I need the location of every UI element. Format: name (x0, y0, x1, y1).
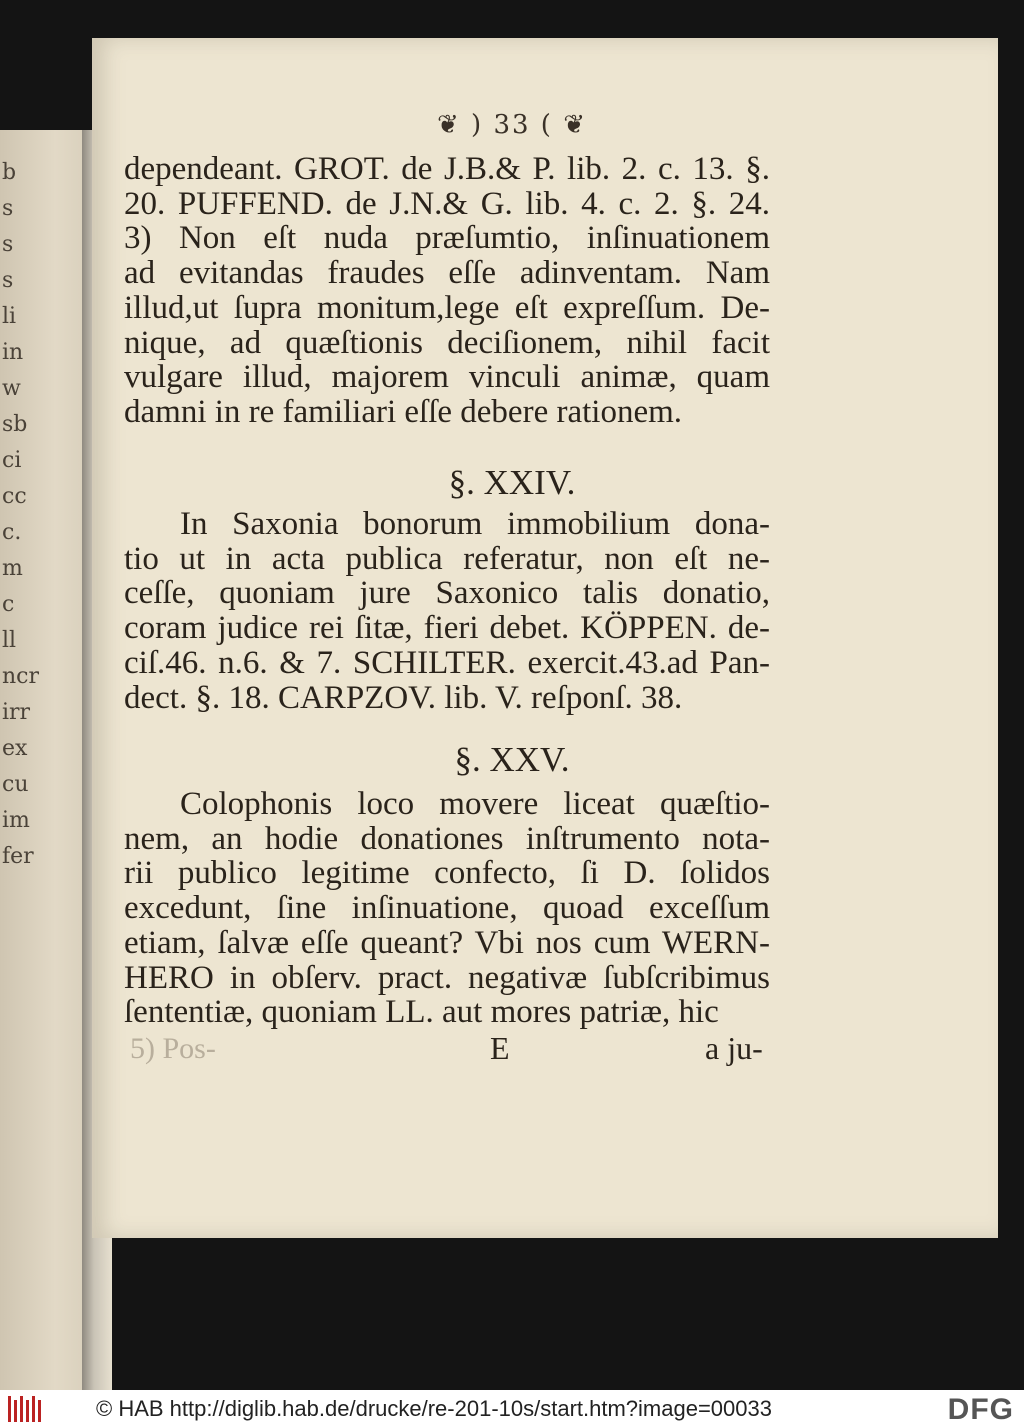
text-line: In Saxonia bonorum immobilium dona- (180, 506, 770, 542)
page-header: ❦ ) 33 ( ❦ (437, 110, 587, 140)
facing-page-fragment: irr (2, 700, 31, 725)
section-heading-xxiv: §. XXIV. (448, 463, 576, 502)
facing-page-fragment: c. (2, 520, 22, 545)
facing-page-fragment: m (2, 556, 23, 581)
facing-page-fragment: in (2, 340, 24, 365)
text-line: illud,ut ſupra monitum,lege eſt expreſſum. De- (124, 289, 770, 326)
signature-mark: E (490, 1030, 510, 1066)
facing-page-fragment: w (2, 376, 21, 401)
text-line: nique, ad quæſtionis deciſionem, nihil facit (124, 324, 770, 361)
text-line: excedunt, ſine inſinuatione, quoad exceſſum (124, 890, 770, 927)
credit-link[interactable]: © HAB http://diglib.hab.de/drucke/re-201-10s/start.htm?image=00033 (96, 1396, 772, 1421)
text-line: etiam, ſalvæ eſſe queant? Vbi nos cum WERN- (124, 924, 770, 961)
facing-page-fragment: ncr (2, 664, 40, 689)
facing-page-fragment: s (2, 268, 14, 293)
text-line: nem, an hodie donationes inſtrumento nota- (124, 820, 770, 857)
facing-page-fragment: cc (2, 484, 27, 509)
show-through-text: 5) Pos- (130, 1032, 216, 1065)
text-line: rii publico legitime confecto, ſi D. ſolidos (124, 855, 770, 892)
text-line: HERO in obſerv. pract. negativæ ſubſcribimus (124, 959, 770, 996)
facing-page-fragment: ex (2, 736, 28, 761)
facing-page-fragment: fer (2, 844, 34, 869)
facing-page-fragment: s (2, 196, 14, 221)
catchword: a ju- (705, 1030, 763, 1066)
facing-page-fragment: c (2, 592, 15, 617)
text-line: ad evitandas fraudes eſſe adinventam. Nam (124, 255, 770, 292)
text-line: dect. §. 18. CARPZOV. lib. V. reſponſ. 38. (124, 679, 683, 716)
facing-page-fragment: s (2, 232, 14, 257)
facing-page-fragment: ci (2, 448, 22, 473)
facing-page-fragment: b (2, 160, 17, 185)
facing-page-fragment: cu (2, 772, 29, 797)
text-line: tio ut in acta publica referatur, non eſt ne- (124, 540, 770, 577)
text-line: coram judice rei ſitæ, fieri debet. KÖPPEN. de- (124, 610, 770, 647)
text-line: 3) Non eſt nuda præſumtio, inſinuationem (124, 220, 770, 257)
text-line: 20. PUFFEND. de J.N.& G. lib. 4. c. 2. §. 24. (124, 185, 770, 222)
text-line: ciſ.46. n.6. & 7. SCHILTER. exercit.43.ad Pan- (124, 644, 770, 681)
text-line: damni in re familiari eſſe debere rationem. (124, 393, 683, 430)
facing-page-fragment: ll (2, 628, 17, 653)
text-line: Colophonis loco movere liceat quæſtio- (180, 786, 770, 822)
text-line: vulgare illud, majorem vinculi animæ, quam (124, 359, 770, 396)
facing-page-fragment: im (2, 808, 30, 833)
section-heading-xxv: §. XXV. (454, 740, 570, 779)
text-line: ceſſe, quoniam jure Saxonico talis donatio, (124, 575, 770, 612)
credit-bar (0, 1390, 1024, 1428)
facing-page-fragment: sb (2, 412, 28, 437)
facing-page-fragment: li (2, 304, 17, 329)
dfg-logo: DFG (947, 1393, 1014, 1426)
library-logo-icon (8, 1396, 46, 1422)
text-line: ſententiæ, quoniam LL. aut mores patriæ, hic (124, 994, 719, 1031)
text-line: dependeant. GROT. de J.B.& P. lib. 2. c. 13. §. (124, 151, 770, 187)
